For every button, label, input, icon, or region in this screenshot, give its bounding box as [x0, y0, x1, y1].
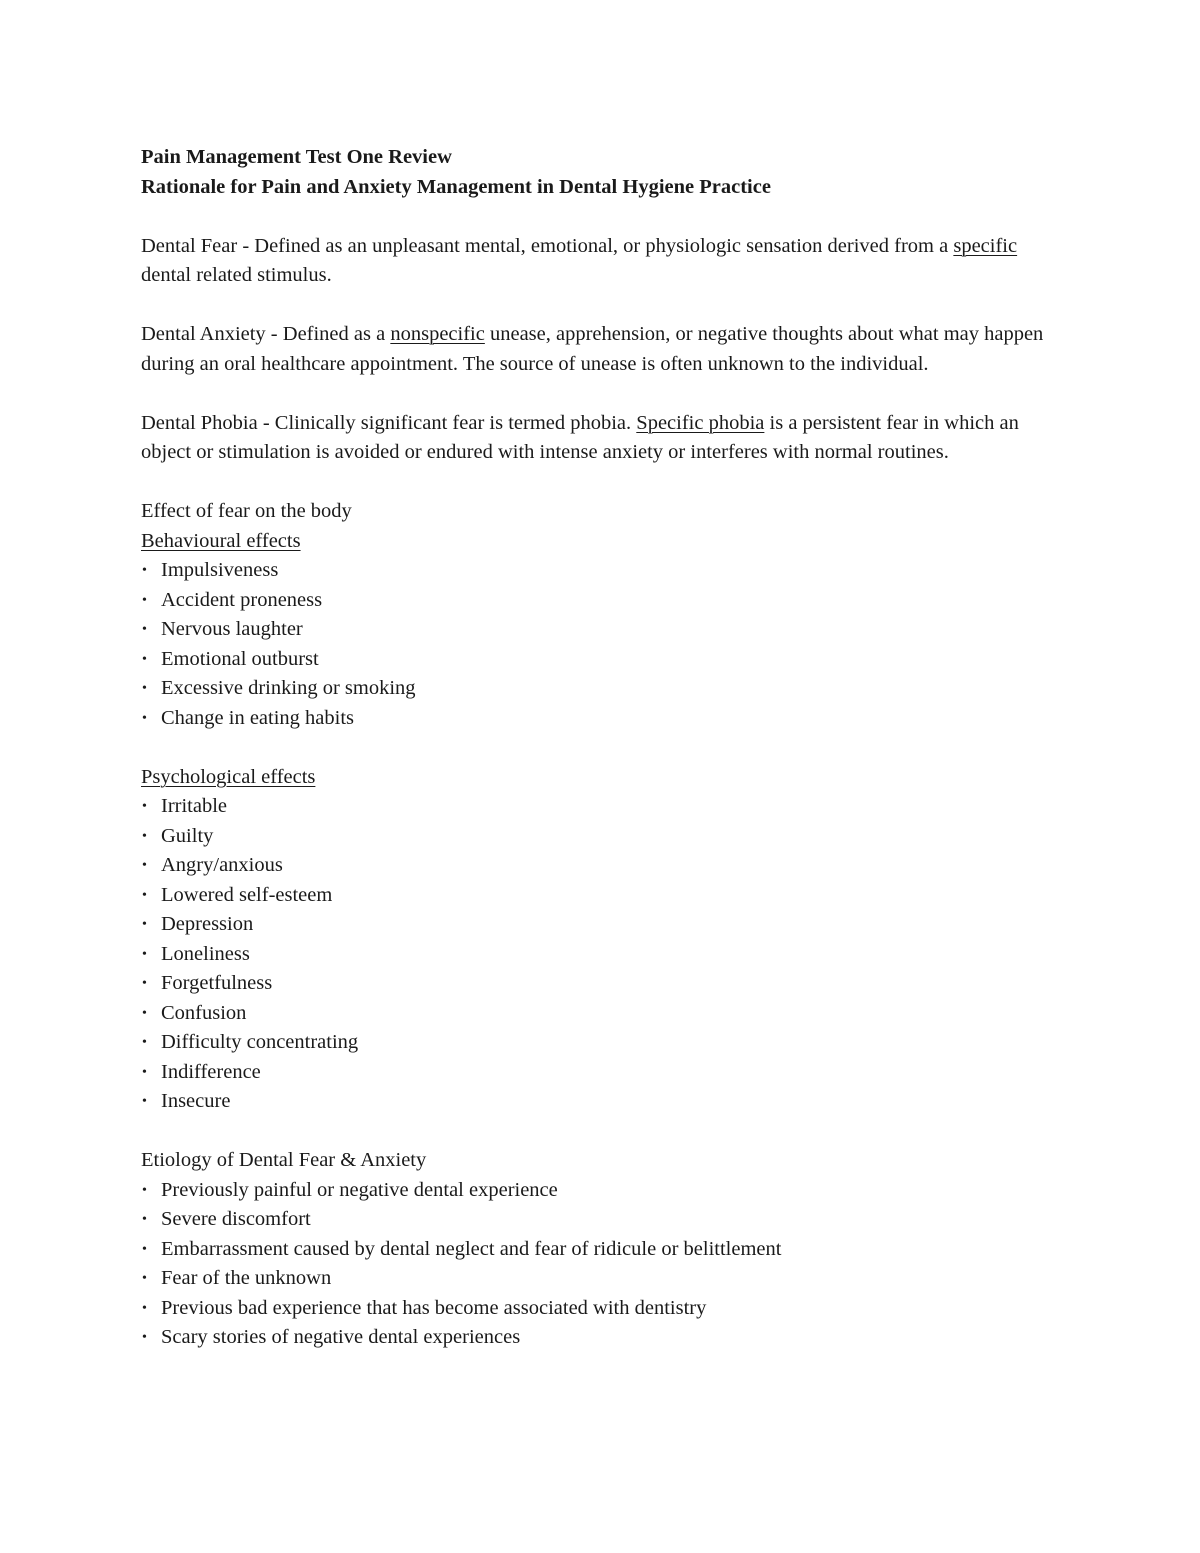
bullet-icon: •	[142, 1241, 147, 1257]
bullet-icon: •	[142, 1212, 147, 1227]
underlined-term: nonspecific	[390, 323, 485, 345]
bullet-icon: •	[142, 1035, 147, 1050]
bullet-icon: •	[142, 710, 147, 726]
psychological-heading-line	[141, 763, 1071, 793]
psychological-heading: Psychological effects	[141, 765, 316, 788]
definition-text: dental related stimulus.	[141, 264, 332, 286]
bullet-icon: •	[142, 681, 147, 696]
list-item-text: Scary stories of negative dental experiences	[161, 1326, 521, 1348]
list-item	[141, 1058, 1071, 1088]
bullet-icon: •	[142, 622, 147, 637]
list-item	[141, 586, 1071, 616]
bullet-icon: •	[142, 828, 147, 844]
list-item-text: Accident proneness	[161, 588, 323, 611]
list-item	[141, 1323, 1071, 1353]
bullet-icon: •	[142, 1300, 147, 1316]
definition-text: unease, apprehension, or negative thoughts about what may happen during an oral healthcare appointment. The source of unease is often unknown to the individual.	[141, 323, 1044, 375]
list-item-text: Previous bad experience that has become associated with dentistry	[161, 1296, 707, 1319]
list-item-text: Forgetfulness	[161, 972, 273, 994]
list-item-text: Excessive drinking or smoking	[161, 677, 416, 699]
effects-heading: Effect of fear on the body	[141, 500, 352, 522]
document-page	[141, 143, 1071, 1353]
definition-text: is a persistent fear in which an object or stimulation is avoided or endured with intense anxiety or interferes with normal routines.	[141, 411, 1019, 463]
list-item-text: Depression	[161, 913, 254, 935]
list-item-text: Nervous laughter	[161, 618, 303, 640]
spacer	[141, 291, 1071, 321]
list-item	[141, 1294, 1071, 1324]
list-item	[141, 1087, 1071, 1117]
bullet-icon: •	[142, 887, 147, 903]
list-item	[141, 674, 1071, 704]
list-item	[141, 999, 1071, 1029]
list-item-text: Guilty	[161, 824, 214, 847]
definition-text: Dental Anxiety - Defined as a	[141, 323, 391, 345]
spacer	[141, 379, 1071, 409]
bullet-icon: •	[142, 1182, 147, 1198]
list-item	[141, 615, 1071, 645]
list-item	[141, 792, 1071, 822]
definition-dental-fear	[141, 232, 1071, 291]
bullet-icon: •	[142, 917, 147, 932]
bullet-icon: •	[142, 976, 147, 991]
list-item-text: Severe discomfort	[161, 1208, 311, 1230]
psychological-list	[141, 792, 1071, 1117]
bullet-icon: •	[142, 651, 147, 667]
bullet-icon: •	[142, 1005, 147, 1021]
definition-text: Dental Fear - Defined as an unpleasant mental, emotional, or physiologic sensation derived from a	[141, 234, 954, 257]
bullet-icon: •	[142, 1064, 147, 1080]
bullet-icon: •	[142, 1271, 147, 1286]
bullet-icon: •	[142, 563, 147, 578]
document-subtitle: Rationale for Pain and Anxiety Management in Dental Hygiene Practice	[141, 175, 771, 198]
list-item-text: Insecure	[161, 1090, 231, 1112]
list-item-text: Confusion	[161, 1001, 247, 1024]
list-item	[141, 1028, 1071, 1058]
bullet-icon: •	[142, 1330, 147, 1345]
list-item	[141, 940, 1071, 970]
bullet-icon: •	[142, 858, 147, 873]
list-item	[141, 851, 1071, 881]
list-item	[141, 704, 1071, 734]
list-item-text: Indifference	[161, 1060, 261, 1083]
list-item-text: Impulsiveness	[161, 559, 279, 581]
bullet-icon: •	[142, 592, 147, 608]
list-item-text: Angry/anxious	[161, 854, 283, 876]
list-item-text: Lowered self-esteem	[161, 883, 333, 906]
bullet-icon: •	[142, 946, 147, 962]
list-item	[141, 969, 1071, 999]
list-item	[141, 1264, 1071, 1294]
etiology-heading: Etiology of Dental Fear & Anxiety	[141, 1149, 427, 1171]
document-title: Pain Management Test One Review	[141, 146, 452, 168]
list-item	[141, 881, 1071, 911]
bullet-icon: •	[142, 1094, 147, 1109]
spacer	[141, 202, 1071, 232]
underlined-term: Specific phobia	[636, 411, 765, 434]
list-item	[141, 645, 1071, 675]
definition-dental-phobia	[141, 409, 1071, 468]
list-item	[141, 822, 1071, 852]
list-item-text: Difficulty concentrating	[161, 1031, 359, 1053]
bullet-icon: •	[142, 799, 147, 814]
definition-text: Dental Phobia - Clinically significant fear is termed phobia.	[141, 411, 637, 434]
behavioural-heading: Behavioural effects	[141, 529, 301, 552]
list-item	[141, 910, 1071, 940]
list-item-text: Embarrassment caused by dental neglect and fear of ridicule or belittlement	[161, 1237, 782, 1260]
list-item-text: Irritable	[161, 795, 228, 817]
list-item-text: Loneliness	[161, 942, 250, 965]
underlined-term: specific	[953, 234, 1018, 257]
list-item-text: Previously painful or negative dental experience	[161, 1178, 558, 1201]
list-item	[141, 1235, 1071, 1265]
list-item-text: Fear of the unknown	[161, 1267, 332, 1289]
behavioural-list	[141, 556, 1071, 733]
behavioural-heading-line	[141, 527, 1071, 557]
list-item	[141, 556, 1071, 586]
spacer	[141, 1117, 1071, 1147]
spacer	[141, 733, 1071, 763]
list-item-text: Change in eating habits	[161, 706, 354, 729]
definition-dental-anxiety	[141, 320, 1071, 379]
list-item-text: Emotional outburst	[161, 647, 319, 670]
etiology-list	[141, 1176, 1071, 1353]
spacer	[141, 468, 1071, 498]
list-item	[141, 1205, 1071, 1235]
list-item	[141, 1176, 1071, 1206]
